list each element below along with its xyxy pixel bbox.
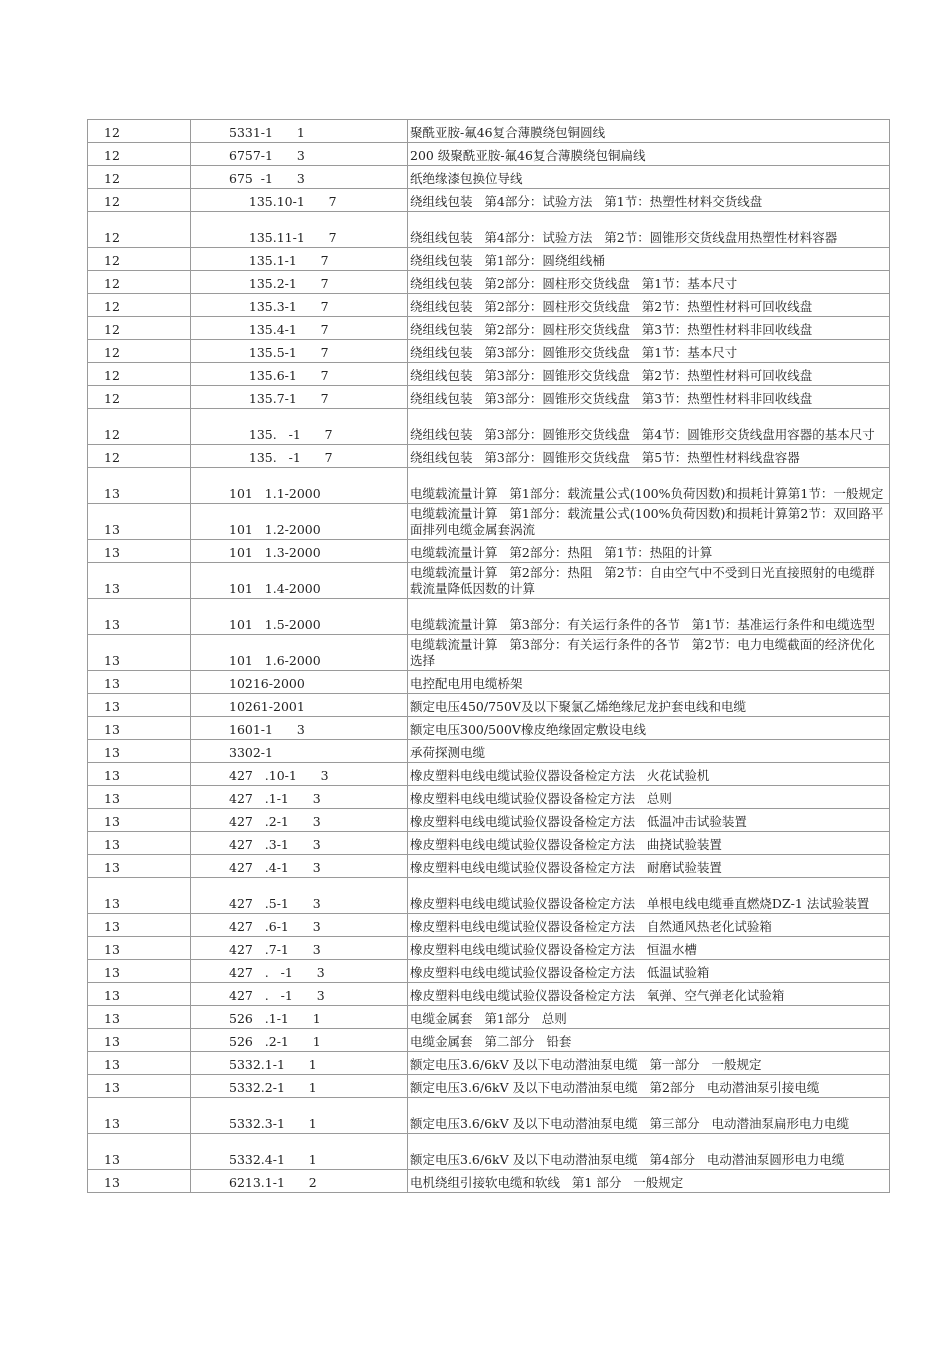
- category-cell: 13: [88, 563, 191, 599]
- standard-code-cell: 6213.1-1 2: [191, 1170, 408, 1193]
- category-cell: 12: [88, 189, 191, 212]
- standard-title-cell: 电缆载流量计算 第3部分：有关运行条件的各节 第1节：基准运行条件和电缆选型: [408, 599, 890, 635]
- standard-title-cell: 绕组线包装 第3部分：圆锥形交货线盘 第3节：热塑性材料非回收线盘: [408, 386, 890, 409]
- table-row: [88, 1170, 890, 1193]
- table-row: [88, 468, 890, 504]
- standard-title-cell: 200 级聚酰亚胺-氟46复合薄膜绕包铜扁线: [408, 143, 890, 166]
- standard-code-cell: 5331-1 1: [191, 120, 408, 143]
- table-row: [88, 1134, 890, 1170]
- table-row: [88, 248, 890, 271]
- category-cell: 13: [88, 786, 191, 809]
- category-cell: 12: [88, 271, 191, 294]
- standard-code-cell: 675 -1 3: [191, 166, 408, 189]
- category-cell: 12: [88, 166, 191, 189]
- standard-code-cell: 135.10-1 7: [191, 189, 408, 212]
- table-row: [88, 166, 890, 189]
- standard-code-cell: 101 1.3-2000: [191, 540, 408, 563]
- category-cell: 13: [88, 468, 191, 504]
- standard-code-cell: 101 1.4-2000: [191, 563, 408, 599]
- standard-code-cell: 427 .4-1 3: [191, 855, 408, 878]
- standard-title-cell: 电机绕组引接软电缆和软线 第1 部分 一般规定: [408, 1170, 890, 1193]
- standard-code-cell: 101 1.6-2000: [191, 635, 408, 671]
- category-cell: 13: [88, 599, 191, 635]
- standard-title-cell: 绕组线包装 第3部分：圆锥形交货线盘 第5节：热塑性材料线盘容器: [408, 445, 890, 468]
- table-row: [88, 563, 890, 599]
- standard-title-cell: 橡皮塑料电线电缆试验仪器设备检定方法 单根电线电缆垂直燃烧DZ-1 法试验装置: [408, 878, 890, 914]
- standard-code-cell: 3302-1: [191, 740, 408, 763]
- standard-code-cell: 135. -1 7: [191, 445, 408, 468]
- category-cell: 13: [88, 1098, 191, 1134]
- standard-code-cell: 135. -1 7: [191, 409, 408, 445]
- category-cell: 12: [88, 143, 191, 166]
- category-cell: 13: [88, 914, 191, 937]
- standards-table-body: [88, 120, 890, 1193]
- category-cell: 13: [88, 1134, 191, 1170]
- category-cell: 13: [88, 937, 191, 960]
- category-cell: 12: [88, 294, 191, 317]
- standard-code-cell: 427 .7-1 3: [191, 937, 408, 960]
- standard-code-cell: 427 .6-1 3: [191, 914, 408, 937]
- category-cell: 13: [88, 1075, 191, 1098]
- standard-code-cell: 135.6-1 7: [191, 363, 408, 386]
- standard-title-cell: 电缆载流量计算 第2部分：热阻 第1节：热阻的计算: [408, 540, 890, 563]
- standard-title-cell: 电缆金属套 第1部分 总则: [408, 1006, 890, 1029]
- category-cell: 13: [88, 671, 191, 694]
- standard-code-cell: 526 .2-1 1: [191, 1029, 408, 1052]
- table-row: [88, 317, 890, 340]
- category-cell: 13: [88, 1170, 191, 1193]
- standard-code-cell: 1601-1 3: [191, 717, 408, 740]
- table-row: [88, 445, 890, 468]
- category-cell: 13: [88, 832, 191, 855]
- standard-title-cell: 电缆载流量计算 第2部分：热阻 第2节：自由空气中不受到日光直接照射的电缆群载流量降低因数的计算: [408, 563, 890, 599]
- standards-table: [87, 119, 890, 1193]
- category-cell: 13: [88, 540, 191, 563]
- table-row: [88, 340, 890, 363]
- category-cell: 12: [88, 340, 191, 363]
- standard-code-cell: 427 .1-1 3: [191, 786, 408, 809]
- standard-title-cell: 电控配电用电缆桥架: [408, 671, 890, 694]
- standard-title-cell: 橡皮塑料电线电缆试验仪器设备检定方法 自然通风热老化试验箱: [408, 914, 890, 937]
- standard-title-cell: 额定电压3.6/6kV 及以下电动潜油泵电缆 第三部分 电动潜油泵扁形电力电缆: [408, 1098, 890, 1134]
- table-row: [88, 717, 890, 740]
- standard-title-cell: 电缆载流量计算 第1部分：载流量公式(100%负荷因数)和损耗计算第2节：双回路平面排列电缆金属套涡流: [408, 504, 890, 540]
- table-row: [88, 740, 890, 763]
- standard-title-cell: 额定电压3.6/6kV 及以下电动潜油泵电缆 第4部分 电动潜油泵圆形电力电缆: [408, 1134, 890, 1170]
- standard-code-cell: 427 .10-1 3: [191, 763, 408, 786]
- standard-title-cell: 电缆载流量计算 第1部分：载流量公式(100%负荷因数)和损耗计算第1节：一般规定: [408, 468, 890, 504]
- table-row: [88, 786, 890, 809]
- category-cell: 13: [88, 635, 191, 671]
- standard-code-cell: 135.1-1 7: [191, 248, 408, 271]
- table-row: [88, 832, 890, 855]
- standard-code-cell: 5332.2-1 1: [191, 1075, 408, 1098]
- category-cell: 12: [88, 386, 191, 409]
- standard-title-cell: 橡皮塑料电线电缆试验仪器设备检定方法 曲挠试验装置: [408, 832, 890, 855]
- standard-code-cell: 5332.3-1 1: [191, 1098, 408, 1134]
- standard-title-cell: 橡皮塑料电线电缆试验仪器设备检定方法 恒温水槽: [408, 937, 890, 960]
- category-cell: 13: [88, 763, 191, 786]
- category-cell: 13: [88, 809, 191, 832]
- table-row: [88, 1029, 890, 1052]
- table-row: [88, 409, 890, 445]
- table-row: [88, 937, 890, 960]
- table-row: [88, 1052, 890, 1075]
- standard-title-cell: 橡皮塑料电线电缆试验仪器设备检定方法 总则: [408, 786, 890, 809]
- standard-title-cell: 聚酰亚胺-氟46复合薄膜绕包铜圆线: [408, 120, 890, 143]
- category-cell: 13: [88, 694, 191, 717]
- standard-code-cell: 5332.1-1 1: [191, 1052, 408, 1075]
- standard-title-cell: 橡皮塑料电线电缆试验仪器设备检定方法 低温试验箱: [408, 960, 890, 983]
- category-cell: 13: [88, 740, 191, 763]
- standard-code-cell: 10216-2000: [191, 671, 408, 694]
- table-row: [88, 694, 890, 717]
- standard-code-cell: 427 . -1 3: [191, 960, 408, 983]
- standard-code-cell: 427 .3-1 3: [191, 832, 408, 855]
- table-row: [88, 635, 890, 671]
- standard-title-cell: 承荷探测电缆: [408, 740, 890, 763]
- table-row: [88, 504, 890, 540]
- standard-code-cell: 101 1.2-2000: [191, 504, 408, 540]
- table-row: [88, 671, 890, 694]
- category-cell: 13: [88, 855, 191, 878]
- category-cell: 13: [88, 1052, 191, 1075]
- standard-title-cell: 橡皮塑料电线电缆试验仪器设备检定方法 低温冲击试验装置: [408, 809, 890, 832]
- table-row: [88, 120, 890, 143]
- standard-title-cell: 绕组线包装 第3部分：圆锥形交货线盘 第2节：热塑性材料可回收线盘: [408, 363, 890, 386]
- category-cell: 12: [88, 317, 191, 340]
- table-row: [88, 960, 890, 983]
- category-cell: 12: [88, 120, 191, 143]
- standard-code-cell: 101 1.5-2000: [191, 599, 408, 635]
- category-cell: 12: [88, 445, 191, 468]
- table-row: [88, 1098, 890, 1134]
- table-row: [88, 271, 890, 294]
- standard-title-cell: 额定电压3.6/6kV 及以下电动潜油泵电缆 第2部分 电动潜油泵引接电缆: [408, 1075, 890, 1098]
- standard-title-cell: 绕组线包装 第2部分：圆柱形交货线盘 第2节：热塑性材料可回收线盘: [408, 294, 890, 317]
- standard-title-cell: 绕组线包装 第4部分：试验方法 第1节：热塑性材料交货线盘: [408, 189, 890, 212]
- category-cell: 12: [88, 409, 191, 445]
- standard-code-cell: 135.4-1 7: [191, 317, 408, 340]
- table-row: [88, 599, 890, 635]
- standard-code-cell: 427 .5-1 3: [191, 878, 408, 914]
- table-row: [88, 1075, 890, 1098]
- table-row: [88, 212, 890, 248]
- table-row: [88, 1006, 890, 1029]
- standard-title-cell: 绕组线包装 第4部分：试验方法 第2节：圆锥形交货线盘用热塑性材料容器: [408, 212, 890, 248]
- category-cell: 13: [88, 960, 191, 983]
- standard-title-cell: 额定电压450/750V及以下聚氯乙烯绝缘尼龙护套电线和电缆: [408, 694, 890, 717]
- standard-code-cell: 135.7-1 7: [191, 386, 408, 409]
- category-cell: 13: [88, 717, 191, 740]
- standard-code-cell: 6757-1 3: [191, 143, 408, 166]
- standard-code-cell: 101 1.1-2000: [191, 468, 408, 504]
- table-row: [88, 855, 890, 878]
- table-row: [88, 363, 890, 386]
- table-row: [88, 914, 890, 937]
- table-row: [88, 143, 890, 166]
- category-cell: 13: [88, 1029, 191, 1052]
- standard-code-cell: 10261-2001: [191, 694, 408, 717]
- table-row: [88, 189, 890, 212]
- standard-title-cell: 橡皮塑料电线电缆试验仪器设备检定方法 火花试验机: [408, 763, 890, 786]
- table-row: [88, 763, 890, 786]
- standard-code-cell: 427 . -1 3: [191, 983, 408, 1006]
- category-cell: 12: [88, 363, 191, 386]
- standard-title-cell: 纸绝缘漆包换位导线: [408, 166, 890, 189]
- category-cell: 12: [88, 248, 191, 271]
- table-row: [88, 386, 890, 409]
- standard-title-cell: 绕组线包装 第2部分：圆柱形交货线盘 第3节：热塑性材料非回收线盘: [408, 317, 890, 340]
- category-cell: 13: [88, 1006, 191, 1029]
- standard-code-cell: 135.5-1 7: [191, 340, 408, 363]
- standard-code-cell: 427 .2-1 3: [191, 809, 408, 832]
- table-row: [88, 983, 890, 1006]
- table-row: [88, 540, 890, 563]
- table-row: [88, 878, 890, 914]
- standard-title-cell: 橡皮塑料电线电缆试验仪器设备检定方法 氧弹、空气弹老化试验箱: [408, 983, 890, 1006]
- category-cell: 13: [88, 504, 191, 540]
- standard-code-cell: 526 .1-1 1: [191, 1006, 408, 1029]
- standard-title-cell: 绕组线包装 第3部分：圆锥形交货线盘 第4节：圆锥形交货线盘用容器的基本尺寸: [408, 409, 890, 445]
- standard-title-cell: 电缆金属套 第二部分 铅套: [408, 1029, 890, 1052]
- standard-title-cell: 橡皮塑料电线电缆试验仪器设备检定方法 耐磨试验装置: [408, 855, 890, 878]
- standard-code-cell: 135.2-1 7: [191, 271, 408, 294]
- category-cell: 13: [88, 878, 191, 914]
- standard-title-cell: 绕组线包装 第3部分：圆锥形交货线盘 第1节：基本尺寸: [408, 340, 890, 363]
- category-cell: 12: [88, 212, 191, 248]
- standard-code-cell: 5332.4-1 1: [191, 1134, 408, 1170]
- standard-title-cell: 额定电压300/500V橡皮绝缘固定敷设电线: [408, 717, 890, 740]
- standard-title-cell: 绕组线包装 第1部分：圆绕组线桶: [408, 248, 890, 271]
- category-cell: 13: [88, 983, 191, 1006]
- standard-code-cell: 135.11-1 7: [191, 212, 408, 248]
- standard-title-cell: 额定电压3.6/6kV 及以下电动潜油泵电缆 第一部分 一般规定: [408, 1052, 890, 1075]
- table-row: [88, 809, 890, 832]
- standard-title-cell: 电缆载流量计算 第3部分：有关运行条件的各节 第2节：电力电缆截面的经济优化选择: [408, 635, 890, 671]
- table-row: [88, 294, 890, 317]
- standard-title-cell: 绕组线包装 第2部分：圆柱形交货线盘 第1节：基本尺寸: [408, 271, 890, 294]
- standard-code-cell: 135.3-1 7: [191, 294, 408, 317]
